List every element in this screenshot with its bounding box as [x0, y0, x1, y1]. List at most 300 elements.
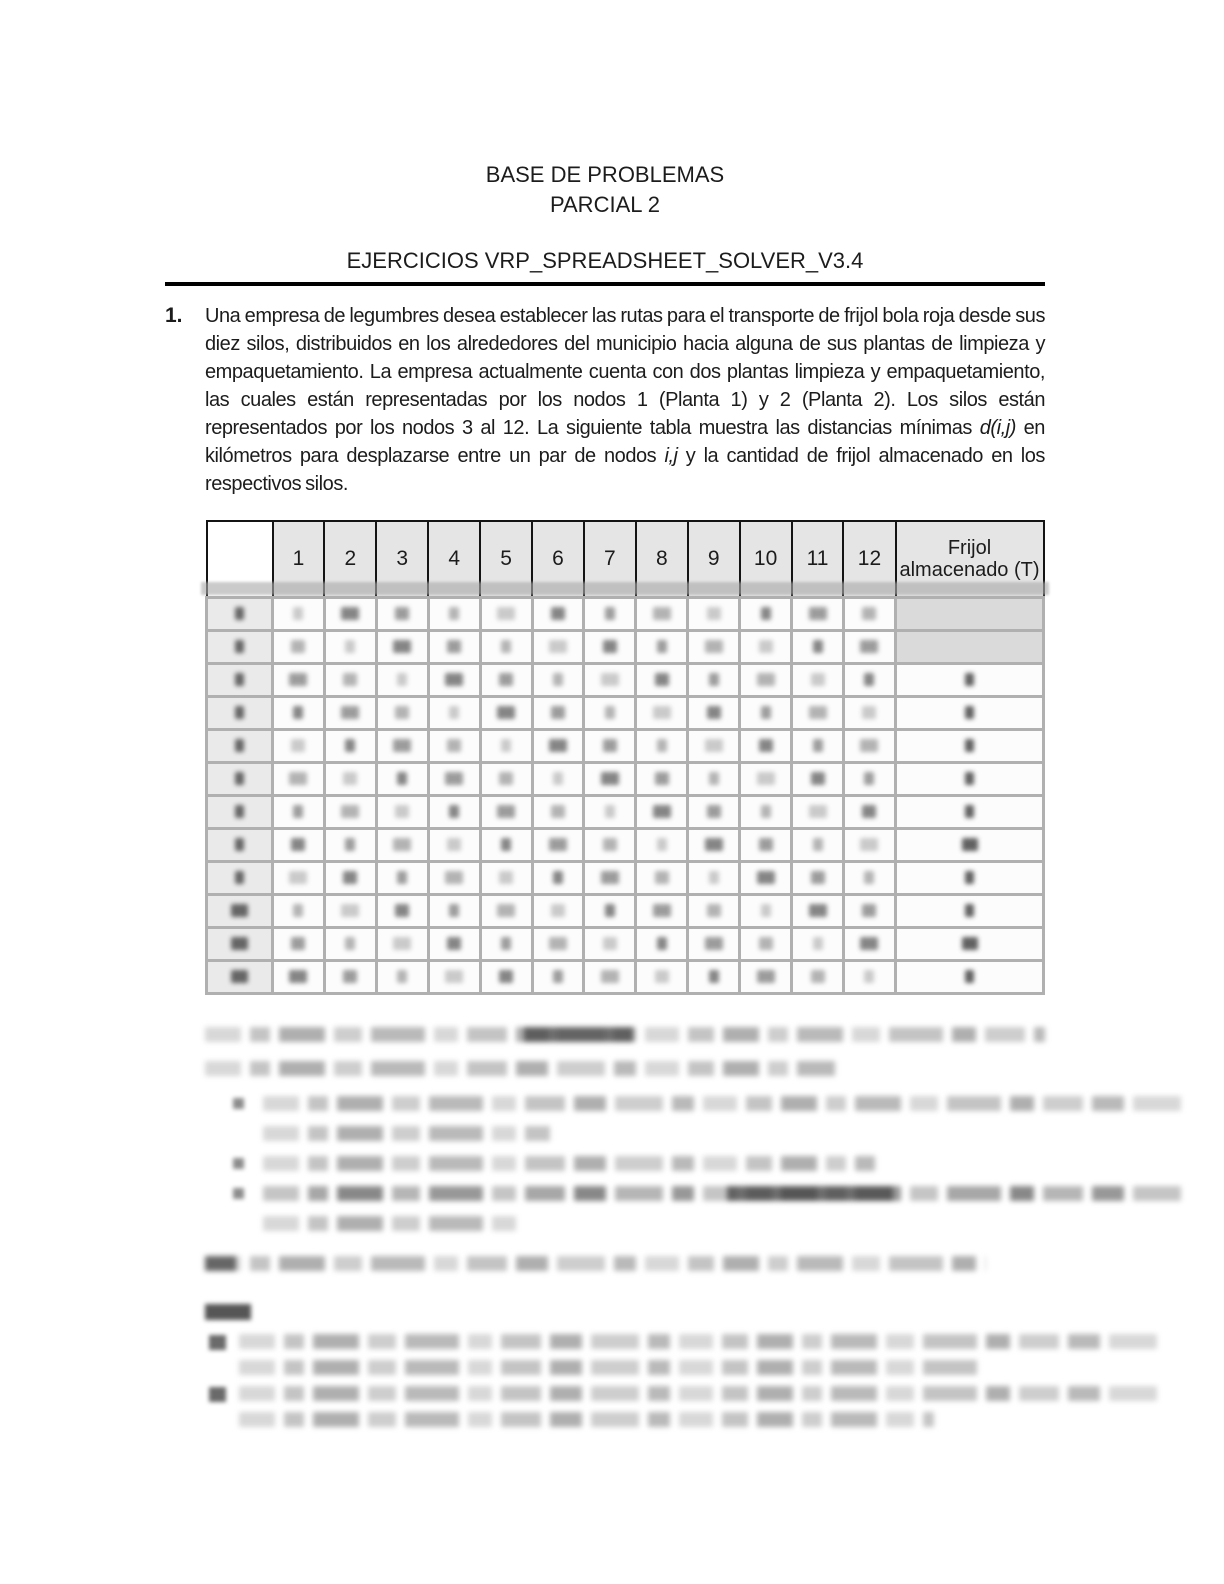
- redacted-word: [308, 1186, 328, 1201]
- distance-cell: [324, 730, 376, 763]
- blurred-value: [231, 937, 248, 950]
- redacted-word: [263, 1126, 299, 1141]
- problem-paragraph: [205, 302, 1045, 498]
- node-column-header: 9: [688, 521, 740, 598]
- blurred-value: [549, 838, 567, 851]
- redacted-word: [797, 1061, 835, 1076]
- redacted-note-list: [205, 1334, 1045, 1438]
- blurred-value: [860, 640, 878, 653]
- blurred-value: [499, 871, 513, 884]
- redacted-word: [239, 1412, 275, 1427]
- redacted-word: [852, 1256, 880, 1271]
- redacted-note-item: [205, 1334, 1045, 1386]
- redacted-word: [405, 1386, 459, 1401]
- blurred-value: [445, 772, 463, 785]
- note-text-lines: [239, 1386, 1166, 1438]
- redacted-word: [308, 1126, 328, 1141]
- redacted-intro-paragraph: [205, 1027, 1045, 1076]
- problem-number: 1.: [165, 304, 183, 327]
- table-row: [207, 730, 1044, 763]
- distance-table-wrap: [205, 520, 1045, 995]
- note-heading-bar: [205, 1304, 251, 1320]
- blurred-value: [860, 838, 878, 851]
- blurred-value: [397, 871, 407, 884]
- redacted-word: [284, 1360, 304, 1375]
- distance-cell: [532, 829, 584, 862]
- bullet-marker-icon: [233, 1188, 244, 1199]
- blurred-value: [761, 904, 771, 917]
- redacted-word: [250, 1061, 270, 1076]
- document-content: [165, 160, 1045, 1438]
- distance-cell: [636, 862, 688, 895]
- redacted-word: [1043, 1186, 1083, 1201]
- blurred-value: [657, 640, 667, 653]
- blurred-value: [862, 607, 876, 620]
- redacted-word: [574, 1186, 606, 1201]
- distance-cell: [636, 928, 688, 961]
- blurred-value: [291, 937, 305, 950]
- blurred-value: [397, 970, 407, 983]
- distance-cell: [480, 763, 532, 796]
- redacted-word: [337, 1216, 383, 1231]
- redacted-word: [855, 1096, 901, 1111]
- header-row: [207, 521, 1044, 598]
- blurred-value: [813, 937, 823, 950]
- blurred-value: [705, 640, 723, 653]
- distance-cell: [324, 961, 376, 994]
- redacted-word: [615, 1156, 663, 1171]
- redacted-word: [672, 1186, 694, 1201]
- redacted-word: [205, 1061, 241, 1076]
- redacted-word: [239, 1360, 275, 1375]
- redacted-word: [313, 1412, 359, 1427]
- distance-cell: [324, 829, 376, 862]
- redacted-word: [802, 1412, 822, 1427]
- redacted-word: [501, 1360, 541, 1375]
- redacted-note-item: [205, 1386, 1045, 1438]
- redacted-word: [1019, 1334, 1059, 1349]
- redacted-word: [434, 1061, 458, 1076]
- redacted-word: [392, 1156, 420, 1171]
- redacted-word: [557, 1256, 605, 1271]
- blurred-value: [811, 673, 825, 686]
- distance-cell: [428, 631, 480, 664]
- distance-cell: [792, 895, 844, 928]
- distance-cell: [532, 664, 584, 697]
- blurred-value: [709, 772, 719, 785]
- blurred-value: [759, 739, 773, 752]
- blurred-value: [393, 640, 411, 653]
- blurred-value: [345, 640, 355, 653]
- distance-cell: [480, 862, 532, 895]
- redacted-word: [923, 1412, 934, 1427]
- redacted-word: [679, 1386, 713, 1401]
- redacted-word: [250, 1256, 270, 1271]
- redacted-word: [492, 1156, 516, 1171]
- paragraph-text: en kilómetros para desplazarse entre un par de nodos: [205, 417, 1045, 467]
- blurred-value: [497, 706, 515, 719]
- redacted-word: [723, 1061, 759, 1076]
- distance-cell: [688, 796, 740, 829]
- redacted-word: [886, 1386, 914, 1401]
- redacted-word: [952, 1256, 976, 1271]
- blurred-value: [449, 904, 459, 917]
- redacted-word: [723, 1027, 759, 1042]
- distance-cell: [688, 961, 740, 994]
- redacted-word: [368, 1360, 396, 1375]
- blurred-value: [965, 739, 974, 752]
- distance-cell: [636, 961, 688, 994]
- blurred-value: [549, 739, 567, 752]
- blurred-value: [601, 772, 619, 785]
- redacted-word: [467, 1027, 507, 1042]
- distance-cell: [843, 796, 895, 829]
- distance-cell: [532, 895, 584, 928]
- blurred-value: [447, 937, 461, 950]
- distance-cell: [636, 796, 688, 829]
- blurred-value: [757, 970, 775, 983]
- redacted-word: [492, 1186, 516, 1201]
- table-row: [207, 697, 1044, 730]
- blurred-value: [809, 904, 827, 917]
- distance-cell: [273, 730, 325, 763]
- redacted-word: [831, 1412, 877, 1427]
- blurred-value: [603, 640, 617, 653]
- redacted-word: [826, 1156, 846, 1171]
- distance-cell: [636, 631, 688, 664]
- blurred-value: [393, 838, 411, 851]
- frijol-cell: [896, 961, 1044, 994]
- table-row: [207, 796, 1044, 829]
- blurred-value: [235, 739, 244, 752]
- redacted-text-line: [239, 1412, 934, 1427]
- blurred-value: [962, 838, 978, 851]
- redacted-word: [429, 1156, 483, 1171]
- distance-cell: [428, 829, 480, 862]
- redacted-word: [525, 1096, 565, 1111]
- redacted-word: [679, 1334, 713, 1349]
- blurred-value: [553, 871, 563, 884]
- redacted-bullet-item: [205, 1156, 1045, 1186]
- distance-cell: [740, 730, 792, 763]
- distance-cell: [792, 961, 844, 994]
- blurred-value: [864, 673, 874, 686]
- blurred-value: [655, 673, 669, 686]
- distance-cell: [428, 796, 480, 829]
- distance-cell: [376, 829, 428, 862]
- distance-cell: [843, 961, 895, 994]
- redacted-word: [337, 1186, 383, 1201]
- note-text-lines: [239, 1334, 1166, 1386]
- row-label-cell: [207, 598, 273, 631]
- redacted-word: [1133, 1186, 1181, 1201]
- redacted-word: [679, 1412, 713, 1427]
- redacted-word: [284, 1386, 304, 1401]
- distance-cell: [584, 829, 636, 862]
- distance-cell: [376, 664, 428, 697]
- note-number-marker: [209, 1387, 226, 1402]
- distance-cell: [324, 664, 376, 697]
- row-label-cell: [207, 697, 273, 730]
- redacted-word: [768, 1027, 788, 1042]
- redacted-word: [263, 1096, 299, 1111]
- redacted-word: [615, 1096, 663, 1111]
- redacted-word: [1068, 1386, 1100, 1401]
- blurred-value: [345, 838, 355, 851]
- blurred-value: [862, 805, 876, 818]
- redacted-word: [574, 1156, 606, 1171]
- redacted-word: [337, 1126, 383, 1141]
- redacted-word: [263, 1216, 299, 1231]
- frijol-cell: [896, 928, 1044, 961]
- distance-cell: [740, 697, 792, 730]
- redacted-word: [889, 1256, 943, 1271]
- distance-cell: [843, 730, 895, 763]
- blurred-value: [759, 640, 773, 653]
- blurred-value: [343, 673, 357, 686]
- redacted-word: [648, 1386, 670, 1401]
- distance-cell: [584, 895, 636, 928]
- redacted-word: [492, 1126, 516, 1141]
- distance-cell: [843, 895, 895, 928]
- blurred-value: [293, 706, 303, 719]
- distance-table-body: [207, 598, 1044, 994]
- table-row: [207, 598, 1044, 631]
- blurred-value: [965, 772, 974, 785]
- redacted-word: [405, 1334, 459, 1349]
- table-row: [207, 961, 1044, 994]
- distance-cell: [428, 697, 480, 730]
- distance-cell: [324, 598, 376, 631]
- blurred-value: [397, 772, 407, 785]
- redacted-word: [757, 1412, 793, 1427]
- distance-cell: [688, 730, 740, 763]
- redacted-word: [434, 1027, 458, 1042]
- blurred-value: [860, 937, 878, 950]
- redacted-word: [614, 1061, 636, 1076]
- redacted-bullet-list: [205, 1096, 1045, 1246]
- blurred-value: [501, 739, 511, 752]
- distance-cell: [740, 796, 792, 829]
- redacted-word: [525, 1156, 565, 1171]
- redacted-word: [852, 1027, 880, 1042]
- redacted-word: [405, 1412, 459, 1427]
- paragraph-text: y la cantidad de frijol almacenado en los respectivos silos.: [205, 445, 1045, 495]
- redacted-word: [1034, 1027, 1045, 1042]
- blurred-value: [289, 970, 307, 983]
- redacted-word: [648, 1334, 670, 1349]
- blurred-value: [393, 739, 411, 752]
- redacted-word: [648, 1360, 670, 1375]
- redacted-bullet-item: [205, 1186, 1045, 1246]
- redacted-text-line: [263, 1216, 523, 1231]
- row-label-cell: [207, 895, 273, 928]
- node-column-header: 8: [636, 521, 688, 598]
- node-column-header: 2: [324, 521, 376, 598]
- distance-cell: [584, 631, 636, 664]
- node-column-header: 12: [843, 521, 895, 598]
- distance-cell: [584, 763, 636, 796]
- blurred-value: [445, 970, 463, 983]
- redacted-word: [525, 1186, 565, 1201]
- row-label-cell: [207, 961, 273, 994]
- distance-cell: [740, 829, 792, 862]
- distance-cell: [480, 961, 532, 994]
- redacted-word: [550, 1412, 582, 1427]
- redacted-word: [1010, 1186, 1034, 1201]
- redacted-text-line: [239, 1360, 981, 1375]
- distance-cell: [636, 664, 688, 697]
- blurred-value: [601, 673, 619, 686]
- redacted-word: [429, 1216, 483, 1231]
- distance-cell: [792, 664, 844, 697]
- blurred-value: [655, 970, 669, 983]
- redacted-word: [205, 1027, 241, 1042]
- blurred-value: [811, 871, 825, 884]
- redacted-word: [1109, 1386, 1157, 1401]
- blurred-value: [289, 772, 307, 785]
- blurred-value: [605, 805, 615, 818]
- distance-cell: [688, 895, 740, 928]
- redacted-bold-segment: [205, 1256, 236, 1271]
- distance-cell: [792, 796, 844, 829]
- redacted-word: [802, 1360, 822, 1375]
- row-label-cell: [207, 829, 273, 862]
- blurred-value: [397, 673, 407, 686]
- redacted-word: [831, 1334, 877, 1349]
- distance-cell: [428, 928, 480, 961]
- blurred-value: [605, 706, 615, 719]
- redacted-word: [679, 1360, 713, 1375]
- distance-cell: [324, 928, 376, 961]
- redacted-word: [986, 1386, 1010, 1401]
- blurred-value: [291, 640, 305, 653]
- blurred-value: [965, 904, 974, 917]
- blurred-value: [449, 607, 459, 620]
- blurred-value: [231, 904, 248, 917]
- distance-cell: [584, 928, 636, 961]
- distance-cell: [532, 631, 584, 664]
- frijol-column-header: Frijol almacenado (T): [896, 521, 1044, 598]
- redacted-word: [284, 1412, 304, 1427]
- redacted-word: [405, 1360, 459, 1375]
- blurred-value: [655, 871, 669, 884]
- redacted-word: [516, 1061, 548, 1076]
- blurred-value: [707, 706, 721, 719]
- redacted-word: [757, 1360, 793, 1375]
- blurred-value: [813, 838, 823, 851]
- redacted-text-line: [239, 1334, 1166, 1349]
- distance-cell: [843, 862, 895, 895]
- distance-cell: [636, 895, 688, 928]
- blurred-value: [553, 673, 563, 686]
- math-notation: d(i,j): [979, 417, 1016, 439]
- redacted-word: [802, 1386, 822, 1401]
- frijol-cell: [896, 763, 1044, 796]
- blurred-value: [757, 772, 775, 785]
- blurred-value: [345, 739, 355, 752]
- redacted-word: [1133, 1096, 1181, 1111]
- distance-table-header: [207, 521, 1044, 598]
- redacted-word: [910, 1186, 938, 1201]
- redacted-word: [313, 1360, 359, 1375]
- corner-header-cell: [207, 521, 273, 598]
- redacted-word: [371, 1027, 425, 1042]
- distance-cell: [792, 631, 844, 664]
- blurred-value: [811, 772, 825, 785]
- document-title-line2: PARCIAL 2: [549, 192, 661, 217]
- distance-cell: [376, 862, 428, 895]
- blurred-value: [393, 937, 411, 950]
- redacted-word: [831, 1360, 877, 1375]
- redacted-goal-line: [205, 1256, 1045, 1271]
- redacted-word: [501, 1334, 541, 1349]
- blurred-value: [293, 805, 303, 818]
- redacted-word: [886, 1334, 914, 1349]
- blurred-value: [653, 706, 671, 719]
- redacted-text-line: [263, 1186, 1190, 1201]
- distance-cell: [428, 598, 480, 631]
- blurred-value: [603, 838, 617, 851]
- redacted-word: [468, 1360, 492, 1375]
- redacted-word: [434, 1256, 458, 1271]
- row-label-cell: [207, 763, 273, 796]
- redacted-word: [947, 1186, 1001, 1201]
- horizontal-rule: [165, 282, 1045, 286]
- distance-cell: [688, 664, 740, 697]
- distance-cell: [584, 598, 636, 631]
- blurred-value: [235, 871, 244, 884]
- blurred-value: [395, 607, 409, 620]
- distance-cell: [376, 697, 428, 730]
- redacted-word: [334, 1061, 362, 1076]
- distance-cell: [584, 961, 636, 994]
- redacted-word: [279, 1061, 325, 1076]
- redacted-word: [550, 1334, 582, 1349]
- redacted-text-line: [263, 1096, 1190, 1111]
- blurred-value: [289, 673, 307, 686]
- blurred-value: [447, 838, 461, 851]
- redacted-word: [923, 1386, 977, 1401]
- row-label-cell: [207, 664, 273, 697]
- distance-cell: [584, 796, 636, 829]
- blurred-value: [449, 706, 459, 719]
- distance-cell: [324, 697, 376, 730]
- distance-cell: [428, 763, 480, 796]
- redacted-word: [392, 1216, 420, 1231]
- distance-cell: [532, 697, 584, 730]
- distance-cell: [480, 796, 532, 829]
- bullet-text-lines: [263, 1156, 1190, 1186]
- blurred-value: [235, 607, 244, 620]
- distance-cell: [376, 730, 428, 763]
- node-column-header: 7: [584, 521, 636, 598]
- table-row: [207, 664, 1044, 697]
- math-notation: i,j: [664, 445, 678, 467]
- distance-cell: [688, 928, 740, 961]
- blurred-value: [705, 838, 723, 851]
- redacted-text-line: [205, 1256, 986, 1271]
- blurred-value: [709, 970, 719, 983]
- redacted-word: [672, 1156, 694, 1171]
- distance-cell: [532, 763, 584, 796]
- redacted-word: [1109, 1334, 1157, 1349]
- distance-cell: [843, 928, 895, 961]
- redacted-word: [802, 1334, 822, 1349]
- distance-cell: [480, 829, 532, 862]
- distance-cell: [584, 664, 636, 697]
- redacted-word: [279, 1256, 325, 1271]
